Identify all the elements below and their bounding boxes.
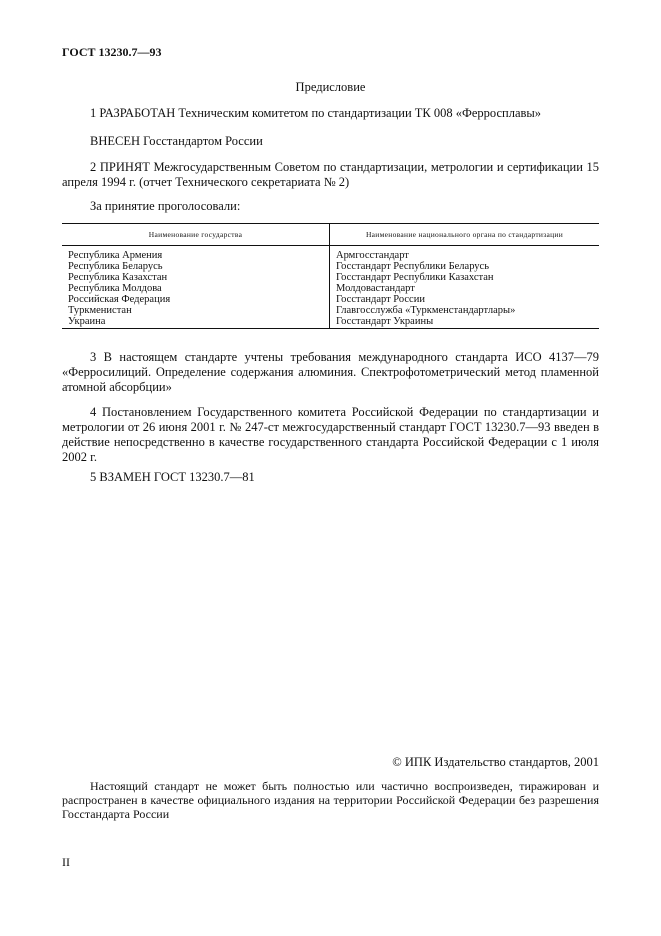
document-id: ГОСТ 13230.7—93 xyxy=(62,45,162,59)
body-cell: Госстандарт Украины xyxy=(330,316,600,329)
paragraph-1: 1 РАЗРАБОТАН Техническим комитетом по стандартизации ТК 008 «Ферросплавы» xyxy=(90,106,542,120)
column-header-body: Наименование национального органа по стандартизации xyxy=(330,224,600,246)
page-number: II xyxy=(62,855,70,869)
table-header-row xyxy=(62,224,599,246)
state-cell: Туркменистан xyxy=(62,305,330,316)
column-header-state: Наименование государства xyxy=(62,224,330,246)
table-row xyxy=(62,261,599,272)
table-row xyxy=(62,294,599,305)
state-cell: Российская Федерация xyxy=(62,294,330,305)
paragraph-4: 4 Постановлением Государственного комитета Российской Федерации по стандартизации и метрологии от 26 июня 2001 г. № 247-ст межгосударственный стандарт ГОСТ 13230.7—93 введен в действие непосредственно в качестве государственного стандарта Российской Федерации с 1 июля 2002 г. xyxy=(62,405,599,464)
state-cell: Республика Молдова xyxy=(62,283,330,294)
body-cell: Главгосслужба «Туркменстандартлары» xyxy=(336,305,516,316)
table-row xyxy=(62,305,599,316)
body-cell: Госстандарт России xyxy=(336,294,425,305)
copyright-line: © ИПК Издательство стандартов, 2001 xyxy=(392,755,599,769)
reproduction-notice: Настоящий стандарт не может быть полностью или частично воспроизведен, тиражирован и распространен в качестве официального издания на территории Российской Федерации без разрешения Госстандарта России xyxy=(62,779,599,821)
paragraph-2: 2 ПРИНЯТ Межгосударственным Советом по стандартизации, метрологии и сертификации 15 апреля 1994 г. (отчет Технического секретариата № 2) xyxy=(62,160,599,189)
table-row xyxy=(62,246,599,262)
table-row xyxy=(62,272,599,283)
state-cell: Республика Армения xyxy=(62,246,330,262)
page-title: Предисловие xyxy=(295,80,366,94)
table-row xyxy=(62,316,599,329)
vote-intro: За принятие проголосовали: xyxy=(90,199,241,213)
state-cell: Украина xyxy=(62,316,330,329)
state-cell: Республика Казахстан xyxy=(62,272,330,283)
member-states-table xyxy=(62,223,599,329)
body-cell: Госстандарт Республики Беларусь xyxy=(336,261,490,272)
body-cell: Армгосстандарт xyxy=(336,250,409,261)
paragraph-1b: ВНЕСЕН Госстандартом России xyxy=(90,134,263,148)
body-cell: Молдовастандарт xyxy=(336,283,415,294)
paragraph-5: 5 ВЗАМЕН ГОСТ 13230.7—81 xyxy=(90,470,255,484)
table-row xyxy=(62,283,599,294)
paragraph-3: 3 В настоящем стандарте учтены требования международного стандарта ИСО 4137—79 «Ферросилиций. Определение содержания алюминия. Спектрофотометрический метод пламенной атомной абсорбции» xyxy=(62,350,599,394)
body-cell: Госстандарт Республики Казахстан xyxy=(336,272,494,283)
state-cell: Республика Беларусь xyxy=(62,261,330,272)
